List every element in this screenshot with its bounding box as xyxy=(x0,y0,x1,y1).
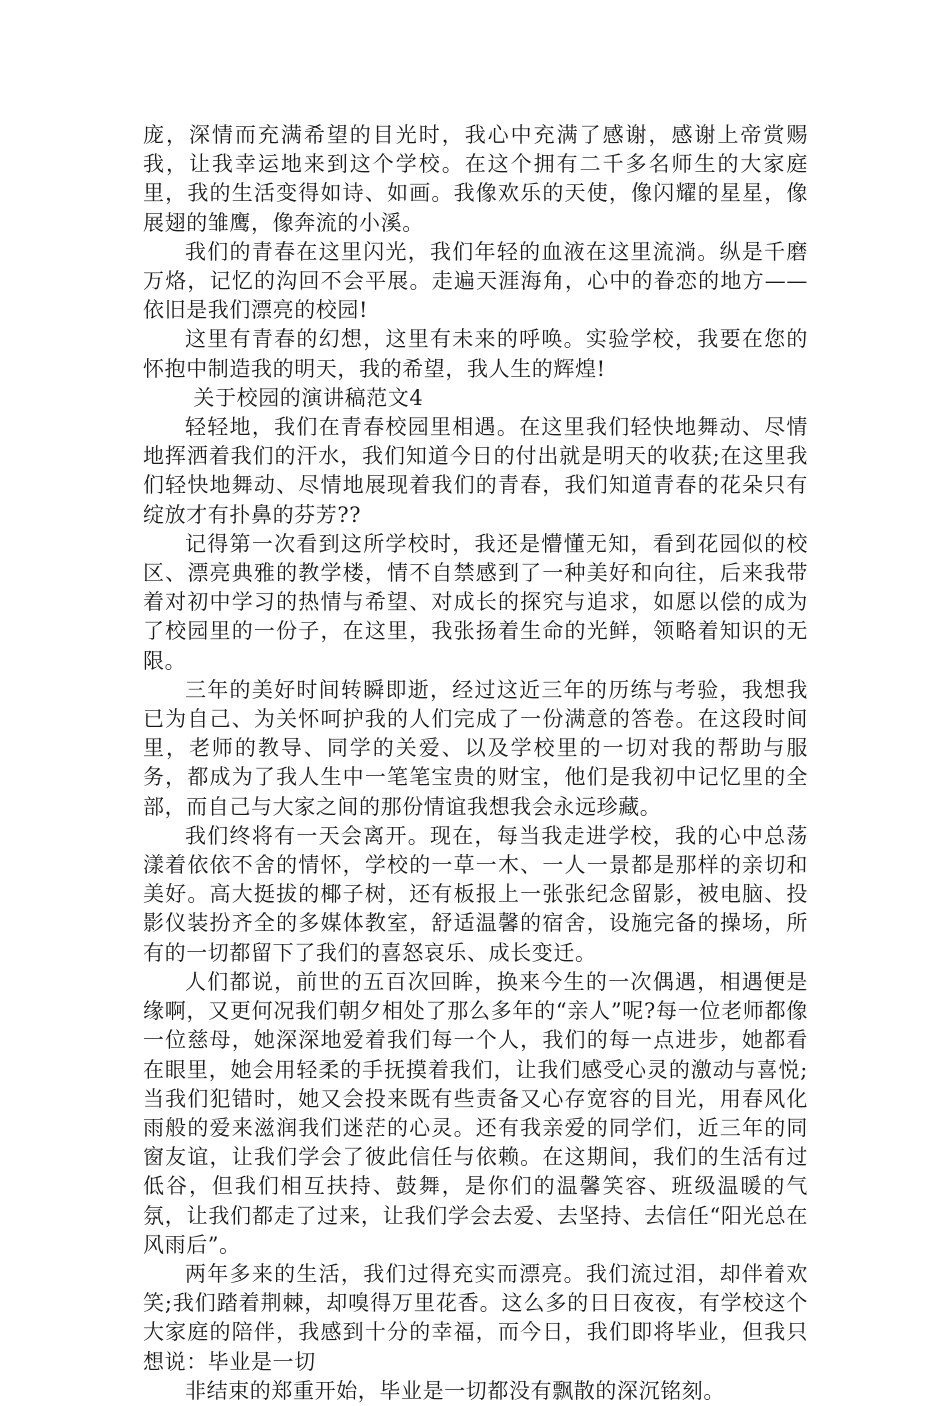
document-body xyxy=(143,121,808,1406)
paragraph: 非结束的郑重开始，毕业是一切都没有飘散的深沉铭刻。 xyxy=(185,1378,725,1403)
paragraph: 记得第一次看到这所学校时，我还是懵懂无知，看到花园似的校区、漂亮典雅的教学楼，情不自禁感到了一种美好和向往，后来我带着对初中学习的热情与希望、对成长的探究与追求，如愿以偿的成为了校园里的一份子，在这里，我张扬着生命的光鲜，领略着知识的无限。 xyxy=(143,531,808,673)
paragraph: 我们终将有一天会离开。现在，每当我走进学校，我的心中总荡漾着依依不舍的情怀，学校的一草一木、一人一景都是那样的亲切和美好。高大挺拔的椰子树，还有板报上一张张纪念留影，被电脑、投影仪装扮齐全的多媒体教室，舒适温馨的宿舍，设施完备的操场，所有的一切都留下了我们的喜怒哀乐、成长变迁。 xyxy=(143,823,808,965)
paragraph: 人们都说，前世的五百次回眸，换来今生的一次偶遇，相遇便是缘啊，又更何况我们朝夕相处了那么多年的“亲人”呢?每一位老师都像一位慈母，她深深地爱着我们每一个人，我们的每一点进步，她都看在眼里，她会用轻柔的手抚摸着我们，让我们感受心灵的激动与喜悦;当我们犯错时，她又会投来既有些责备又心存宽容的目光，用春风化雨般的爱来滋润我们迷茫的心灵。还有我亲爱的同学们，近三年的同窗友谊，让我们学会了彼此信任与依赖。在这期间，我们的生活有过低谷，但我们相互扶持、鼓舞，是你们的温馨笑容、班级温暖的气氛，让我们都走了过来，让我们学会去爱、去坚持、去信任“阳光总在风雨后”。 xyxy=(143,969,808,1257)
paragraph: 我们的青春在这里闪光，我们年轻的血液在这里流淌。纵是千磨万烙，记忆的沟回不会平展。走遍天涯海角，心中的眷恋的地方——依旧是我们漂亮的校园! xyxy=(143,239,808,323)
paragraph: 两年多来的生活，我们过得充实而漂亮。我们流过泪，却伴着欢笑;我们踏着荆棘，却嗅得万里花香。这么多的日日夜夜，有学校这个大家庭的陪伴，我感到十分的幸福，而今日，我们即将毕业，但我只想说：毕业是一切 xyxy=(143,1261,808,1374)
paragraph: 轻轻地，我们在青春校园里相遇。在这里我们轻快地舞动、尽情地挥洒着我们的汗水，我们知道今日的付出就是明天的收获;在这里我们轻快地舞动、尽情地展现着我们的青春，我们知道青春的花朵只有绽放才有扑鼻的芬芳?? xyxy=(143,415,808,527)
paragraph: 庞，深情而充满希望的目光时，我心中充满了感谢，感谢上帝赏赐我，让我幸运地来到这个学校。在这个拥有二千多名师生的大家庭里，我的生活变得如诗、如画。我像欢乐的天使，像闪耀的星星，像展翅的雏鹰，像奔流的小溪。 xyxy=(143,123,808,235)
paragraph: 这里有青春的幻想，这里有未来的呼唤。实验学校，我要在您的怀抱中制造我的明天，我的希望，我人生的辉煌! xyxy=(143,327,808,381)
paragraph: 三年的美好时间转瞬即逝，经过这近三年的历练与考验，我想我已为自己、为关怀呵护我的人们完成了一份满意的答卷。在这段时间里，老师的教导、同学的关爱、以及学校里的一切对我的帮助与服务，都成为了我人生中一笔笔宝贵的财宝，他们是我初中记忆里的全部，而自己与大家之间的那份情谊我想我会永远珍藏。 xyxy=(143,677,808,819)
section-heading: 关于校园的演讲稿范文4 xyxy=(193,385,424,410)
